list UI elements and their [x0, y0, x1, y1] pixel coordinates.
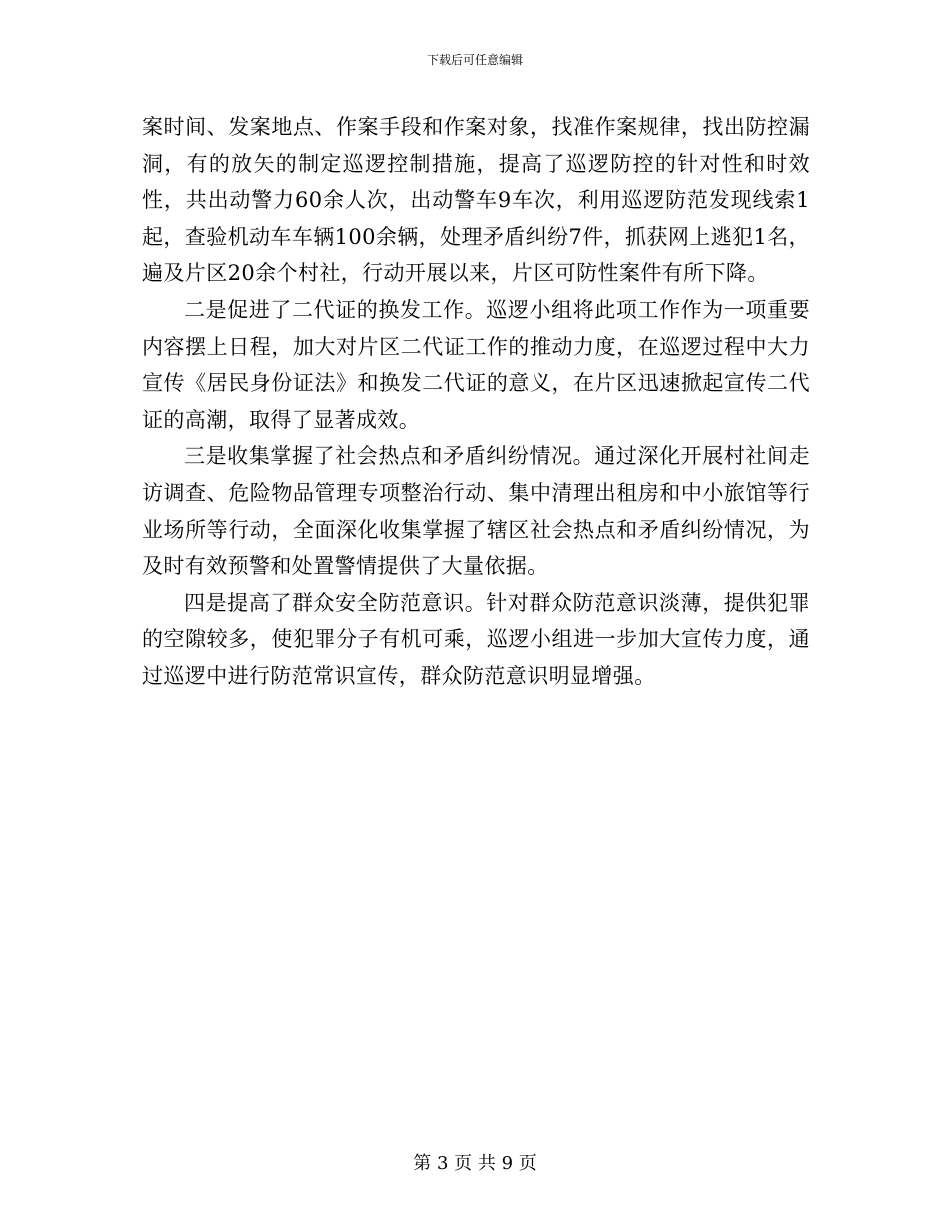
paragraph-social-hotspots: 三是收集掌握了社会热点和矛盾纠纷情况。通过深化开展村社间走访调查、危险物品管理专项整治行动、集中清理出租房和中小旅馆等行业场所等行动，全面深化收集掌握了辖区社会热点和矛盾纠纷情况，为及时有效预警和处置警情提供了大量依据。: [142, 444, 810, 579]
page-header: 下载后可任意编辑: [426, 53, 523, 67]
document-body: [142, 109, 810, 695]
page-number-footer: 第 3 页 共 9 页: [413, 1153, 537, 1174]
paragraph-continuation: 案时间、发案地点、作案手段和作案对象，找准作案规律，找出防控漏洞，有的放矢的制定巡逻控制措施，提高了巡逻防控的针对性和时效性，共出动警力60余人次，出动警车9车次，利用巡逻防范发现线索1起，查验机动车车辆100余辆，处理矛盾纠纷7件，抓获网上逃犯1名，遍及片区20余个村社，行动开展以来，片区可防性案件有所下降。: [142, 115, 811, 286]
paragraph-safety-awareness: 四是提高了群众安全防范意识。针对群众防范意识淡薄，提供犯罪的空隙较多，使犯罪分子有机可乘，巡逻小组进一步加大宣传力度，通过巡逻中进行防范常识宣传，群众防范意识明显增强。: [142, 590, 810, 688]
paragraph-id-card-renewal: 二是促进了二代证的换发工作。巡逻小组将此项工作作为一项重要内容摆上日程，加大对片区二代证工作的推动力度，在巡逻过程中大力宣传《居民身份证法》和换发二代证的意义，在片区迅速掀起宣传二代证的高潮，取得了显著成效。: [142, 297, 810, 432]
